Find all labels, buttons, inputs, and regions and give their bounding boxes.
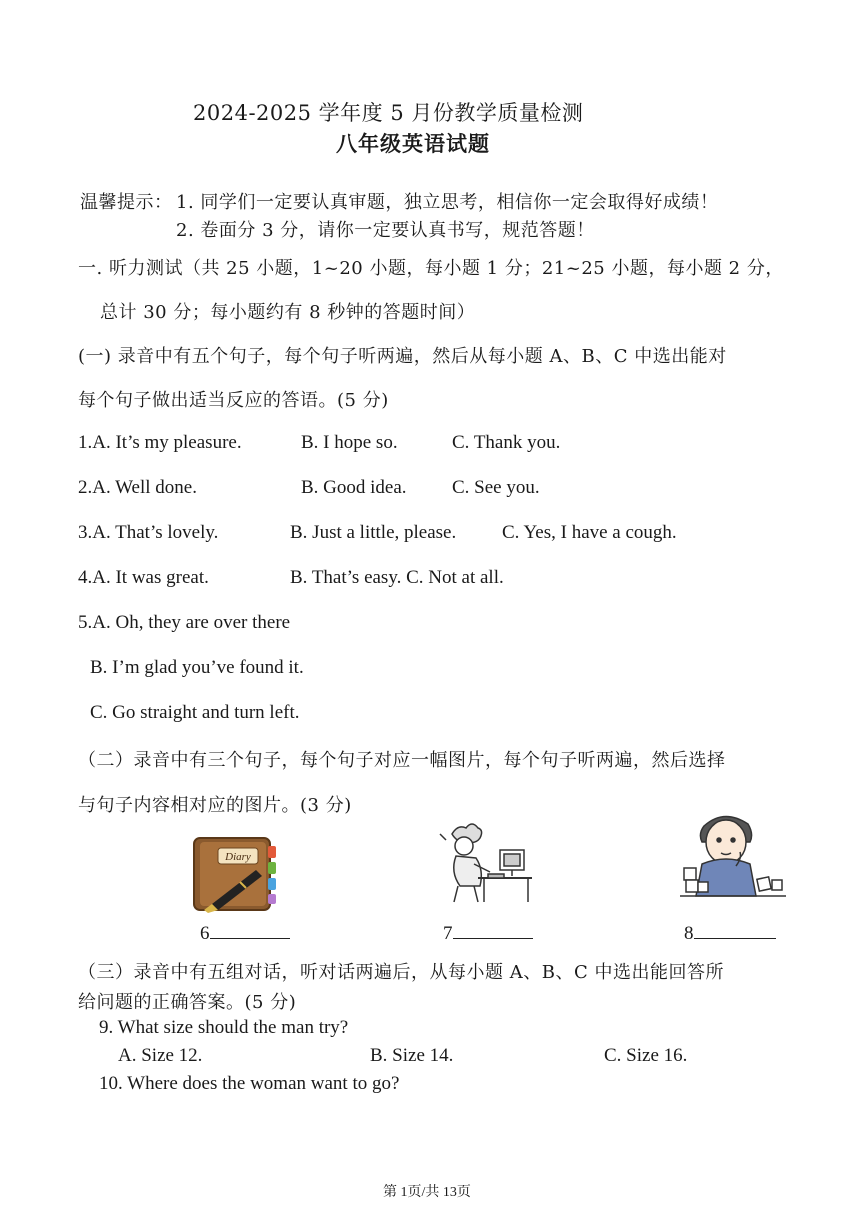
- section-1-heading-cont: 总计 30 分；每小题约有 8 秒钟的答题时间）: [100, 302, 476, 323]
- q4-option-bc: B. That’s easy. C. Not at all.: [290, 567, 504, 588]
- boy-blocks-picture: [680, 808, 786, 904]
- q3-option-c: C. Yes, I have a cough.: [502, 522, 677, 543]
- keyboard: [488, 874, 504, 878]
- q5-option-c: C. Go straight and turn left.: [90, 702, 300, 723]
- diary-picture: [190, 834, 282, 914]
- block-1: [684, 868, 696, 880]
- diary-tab-purple: [268, 894, 276, 904]
- diary-label-text: Diary: [225, 851, 251, 863]
- blank-7-number: 7: [443, 923, 453, 944]
- exam-subtitle: 八年级英语试题: [336, 131, 490, 156]
- boy-eye-left: [717, 838, 721, 842]
- q2-option-c: C. See you.: [452, 477, 540, 498]
- part-3-intro: （三）录音中有五组对话，听对话两遍后，从每小题 A、B、C 中选出能回答所: [78, 962, 724, 983]
- blank-8-number: 8: [684, 923, 694, 944]
- block-2: [686, 880, 698, 892]
- part-3-intro-cont: 给问题的正确答案。(5 分): [78, 992, 297, 1013]
- part-1-intro-cont: 每个句子做出适当反应的答语。(5 分): [78, 390, 389, 411]
- block-4: [757, 877, 771, 891]
- q1-option-b: B. I hope so.: [301, 432, 398, 453]
- q9-option-a: A. Size 12.: [118, 1045, 203, 1066]
- page-number: 第 1页/共 13页: [383, 1185, 471, 1200]
- diary-tab-green: [268, 862, 276, 874]
- answer-blank-6: [200, 920, 290, 945]
- blank-6-line: [210, 920, 290, 939]
- part-2-intro: （二）录音中有三个句子，每个句子对应一幅图片，每个句子听两遍，然后选择: [78, 750, 726, 771]
- answer-blank-7: [443, 920, 533, 945]
- answer-blank-8: [684, 920, 776, 945]
- block-3: [698, 882, 708, 892]
- q2-option-b: B. Good idea.: [301, 477, 407, 498]
- block-5: [772, 880, 782, 890]
- q3-option-b: B. Just a little, please.: [290, 522, 457, 543]
- part-1-intro: (一) 录音中有五个句子，每个句子听两遍，然后从每小题 A、B、C 中选出能对: [78, 346, 727, 367]
- q9-option-b: B. Size 14.: [370, 1045, 454, 1066]
- q2-option-a: 2.A. Well done.: [78, 477, 197, 498]
- blank-7-line: [453, 920, 533, 939]
- diary-tab-blue: [268, 878, 276, 890]
- person-head: [455, 837, 473, 855]
- q5-option-b: B. I’m glad you’ve found it.: [90, 657, 304, 678]
- q1-option-a: 1.A. It’s my pleasure.: [78, 432, 242, 453]
- part-2-intro-cont: 与句子内容相对应的图片。(3 分): [78, 795, 352, 816]
- q9-option-c: C. Size 16.: [604, 1045, 688, 1066]
- computer-user-picture: [438, 820, 534, 906]
- section-1-heading: 一. 听力测试（共 25 小题，1~20 小题，每小题 1 分；21~25 小题，每小题 2 分，: [78, 258, 784, 279]
- diary-tab-red: [268, 846, 276, 858]
- boy-eye-right: [731, 838, 735, 842]
- monitor-screen: [504, 854, 520, 866]
- q1-option-c: C. Thank you.: [452, 432, 561, 453]
- person-body: [454, 856, 482, 886]
- q10-stem: 10. Where does the woman want to go?: [99, 1073, 400, 1094]
- q3-option-a: 3.A. That’s lovely.: [78, 522, 219, 543]
- tips-label: 温馨提示：: [80, 192, 173, 213]
- tips-line-2: 2. 卷面分 3 分，请你一定要认真书写，规范答题！: [176, 220, 595, 241]
- motion-line: [440, 834, 446, 840]
- q5-option-a: 5.A. Oh, they are over there: [78, 612, 291, 633]
- exam-title: 2024-2025 学年度 5 月份教学质量检测: [193, 101, 584, 125]
- tips-line-1: 1. 同学们一定要认真审题，独立思考，相信你一定会取得好成绩！: [176, 192, 719, 213]
- person-legs: [454, 886, 478, 902]
- blank-6-number: 6: [200, 923, 210, 944]
- q4-option-a: 4.A. It was great.: [78, 567, 209, 588]
- q9-stem: 9. What size should the man try?: [99, 1017, 349, 1038]
- blank-8-line: [694, 920, 776, 939]
